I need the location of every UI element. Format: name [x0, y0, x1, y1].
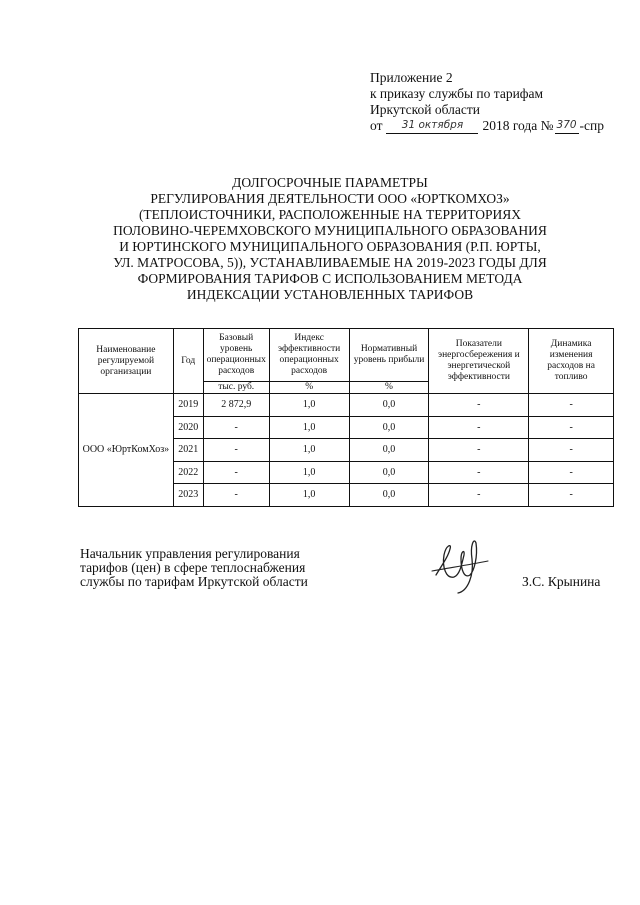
cell-energy: - [429, 484, 529, 507]
cell-index: 1,0 [269, 484, 349, 507]
organization-cell: ООО «ЮртКомХоз» [79, 394, 174, 507]
title-line: (ТЕПЛОИСТОЧНИКИ, РАСПОЛОЖЕННЫЕ НА ТЕРРИТОРИЯХ [138, 207, 522, 222]
cell-index: 1,0 [269, 461, 349, 484]
footer-position [80, 547, 308, 589]
cell-year: 2020 [173, 416, 203, 439]
header-energy-saving: Показатели энергосбережения и энергетической эффективности [429, 329, 529, 394]
cell-base: 2 872,9 [203, 394, 269, 417]
cell-fuel: - [529, 461, 614, 484]
footer-line: Начальник управления регулирования [80, 546, 300, 561]
signer-name: З.С. Крынина [522, 574, 601, 589]
cell-index: 1,0 [269, 416, 349, 439]
cell-energy: - [429, 416, 529, 439]
document-title [80, 175, 580, 303]
header-organization: Наименование регулируемой организации [79, 329, 174, 394]
title-line: ДОЛГОСРОЧНЫЕ ПАРАМЕТРЫ [232, 175, 428, 190]
cell-year: 2022 [173, 461, 203, 484]
table-row [79, 394, 614, 417]
appendix-title: Приложение 2 [370, 70, 453, 85]
table-header-row [79, 329, 614, 382]
cell-year: 2023 [173, 484, 203, 507]
appendix-date-line [370, 118, 635, 134]
cell-year: 2019 [173, 394, 203, 417]
footer-line: службы по тарифам Иркутской области [80, 574, 308, 589]
header-year: Год [173, 329, 203, 394]
appendix-block [370, 70, 635, 134]
title-line: ФОРМИРОВАНИЯ ТАРИФОВ С ИСПОЛЬЗОВАНИЕМ МЕТОДА [137, 271, 523, 286]
cell-base: - [203, 461, 269, 484]
cell-year: 2021 [173, 439, 203, 462]
cell-index: 1,0 [269, 394, 349, 417]
cell-base: - [203, 484, 269, 507]
unit-index: % [269, 382, 349, 394]
year-text: 2018 года № [482, 118, 554, 133]
handwritten-signature-icon [428, 535, 498, 597]
header-fuel-dynamics: Динамика изменения расходов на топливо [529, 329, 614, 394]
cell-fuel: - [529, 416, 614, 439]
cell-fuel: - [529, 484, 614, 507]
header-base-level: Базовый уровень операционных расходов [203, 329, 269, 382]
header-efficiency-index: Индекс эффективности операционных расходов [269, 329, 349, 382]
order-number-suffix: -спр [579, 118, 605, 133]
title-line: ПОЛОВИНО-ЧЕРЕМХОВСКОГО МУНИЦИПАЛЬНОГО ОБРАЗОВАНИЯ [113, 223, 547, 238]
title-line: И ЮРТИНСКОГО МУНИЦИПАЛЬНОГО ОБРАЗОВАНИЯ (Р.П. ЮРТЫ, [119, 239, 541, 254]
date-prefix: от [370, 118, 383, 133]
header-profit-level: Нормативный уровень прибыли [349, 329, 429, 382]
cell-energy: - [429, 394, 529, 417]
parameters-table [78, 328, 614, 507]
cell-energy: - [429, 461, 529, 484]
cell-profit: 0,0 [349, 461, 429, 484]
unit-base: тыс. руб. [203, 382, 269, 394]
cell-base: - [203, 439, 269, 462]
appendix-order-ref: к приказу службы по тарифам [370, 86, 544, 101]
unit-profit: % [349, 382, 429, 394]
handwritten-order-number: 370 [555, 118, 579, 134]
cell-energy: - [429, 439, 529, 462]
cell-base: - [203, 416, 269, 439]
cell-profit: 0,0 [349, 439, 429, 462]
title-line: ИНДЕКСАЦИИ УСТАНОВЛЕННЫХ ТАРИФОВ [186, 287, 474, 302]
cell-fuel: - [529, 394, 614, 417]
cell-profit: 0,0 [349, 394, 429, 417]
cell-profit: 0,0 [349, 416, 429, 439]
handwritten-date: 31 октября [386, 118, 478, 134]
title-line: РЕГУЛИРОВАНИЯ ДЕЯТЕЛЬНОСТИ ООО «ЮРТКОМХОЗ» [150, 191, 510, 206]
cell-profit: 0,0 [349, 484, 429, 507]
footer-line: тарифов (цен) в сфере теплоснабжения [80, 560, 306, 575]
appendix-region: Иркутской области [370, 102, 481, 117]
cell-fuel: - [529, 439, 614, 462]
title-line: УЛ. МАТРОСОВА, 5)), УСТАНАВЛИВАЕМЫЕ НА 2019-2023 ГОДЫ ДЛЯ [113, 255, 547, 270]
cell-index: 1,0 [269, 439, 349, 462]
